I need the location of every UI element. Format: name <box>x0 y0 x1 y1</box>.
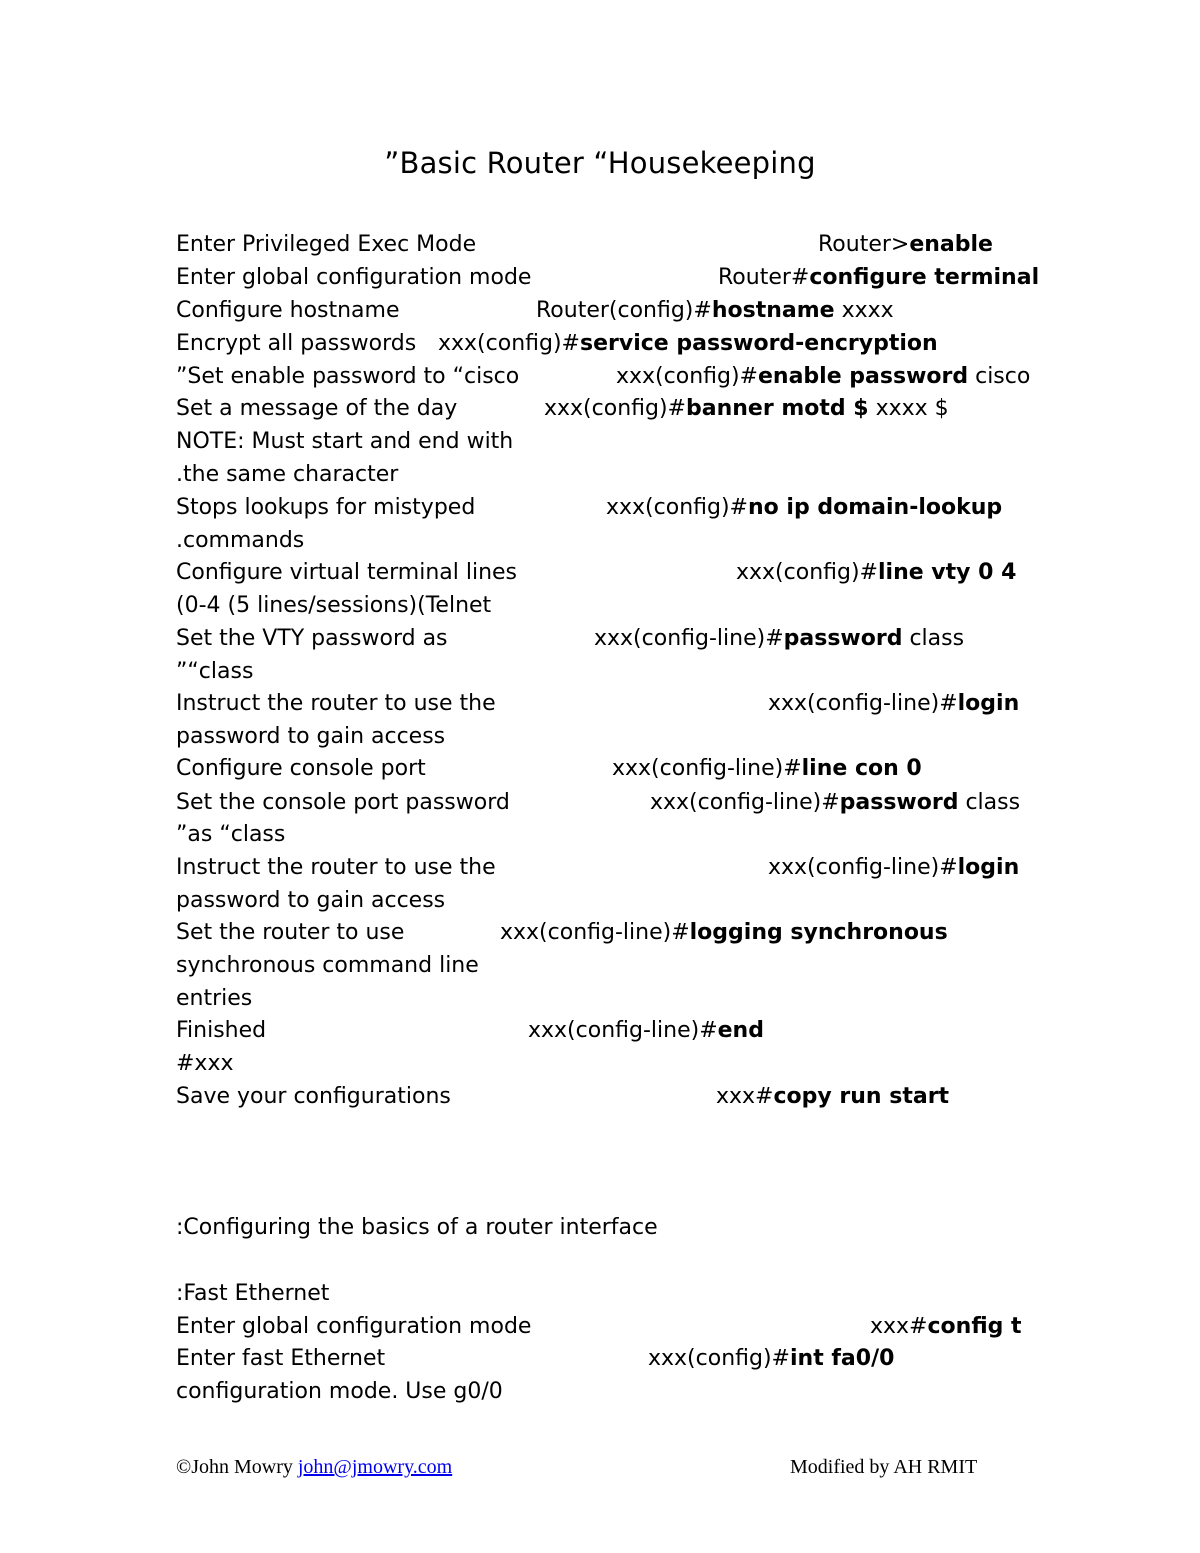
row-label: configuration mode. Use g0/0 <box>176 1379 503 1404</box>
cmd-keyword: hostname <box>711 298 835 323</box>
row-command <box>818 230 993 260</box>
cmd-suffix: class <box>902 626 965 651</box>
cmd-keyword: service password-encryption <box>579 331 938 356</box>
author-name: ©John Mowry <box>176 1456 298 1478</box>
cmd-prefix: Router# <box>718 265 810 290</box>
cmd-prefix: xxx(config-line)# <box>594 626 784 651</box>
cmd-keyword: end <box>717 1018 764 1043</box>
row-label: ”as “class <box>176 822 286 847</box>
subsection-heading: :Fast Ethernet <box>176 1281 330 1306</box>
row-label: Save your configurations <box>176 1084 451 1109</box>
cmd-keyword: no ip domain-lookup <box>747 495 1003 520</box>
page-title: ”Basic Router “Housekeeping <box>384 146 816 180</box>
row-command <box>612 754 922 784</box>
row-label: password to gain access <box>176 888 446 913</box>
cmd-prefix: xxx# <box>716 1084 774 1109</box>
row-label: NOTE: Must start and end with <box>176 429 514 454</box>
cmd-prefix: xxx# <box>870 1314 928 1339</box>
row-label: Set the console port password <box>176 790 510 815</box>
row-command <box>716 1082 949 1112</box>
cmd-suffix: cisco <box>968 364 1031 389</box>
cmd-keyword: login <box>957 691 1020 716</box>
row-command <box>536 296 894 326</box>
row-command <box>616 362 1030 392</box>
cmd-keyword: banner motd $ <box>685 396 869 421</box>
row-label: Instruct the router to use the <box>176 855 496 880</box>
cmd-keyword: configure terminal <box>809 265 1040 290</box>
cmd-keyword: enable password <box>757 364 969 389</box>
cmd-suffix: xxxx $ <box>868 396 949 421</box>
row-label: Set a message of the day <box>176 396 458 421</box>
row-command <box>594 624 964 654</box>
row-label: Enter global configuration mode <box>176 1314 532 1339</box>
row-label: password to gain access <box>176 724 446 749</box>
row-command <box>650 788 1020 818</box>
row-command <box>528 1016 764 1046</box>
row-label: Enter fast Ethernet <box>176 1346 386 1371</box>
cmd-prefix: xxx(config)# <box>736 560 878 585</box>
row-label: #xxx <box>176 1051 234 1076</box>
row-command <box>648 1344 894 1374</box>
cmd-prefix: Router> <box>818 232 910 257</box>
cmd-keyword: copy run start <box>773 1084 950 1109</box>
cmd-keyword: config t <box>927 1314 1022 1339</box>
row-label: Finished <box>176 1018 267 1043</box>
author-email-link[interactable]: john@jmowry.com <box>297 1456 453 1478</box>
row-command <box>736 558 1016 588</box>
row-label: Configure console port <box>176 756 426 781</box>
row-label: Stops lookups for mistyped <box>176 495 476 520</box>
cmd-keyword: enable <box>909 232 993 257</box>
cmd-prefix: xxx(config)# <box>606 495 748 520</box>
cmd-suffix: xxxx <box>834 298 894 323</box>
cmd-prefix: xxx(config-line)# <box>528 1018 718 1043</box>
row-command <box>438 329 938 359</box>
row-label: Configure virtual terminal lines <box>176 560 518 585</box>
cmd-keyword: int fa0/0 <box>789 1346 895 1371</box>
row-command <box>718 263 1039 293</box>
cmd-prefix: xxx(config-line)# <box>650 790 840 815</box>
row-command <box>606 493 1002 523</box>
cmd-prefix: xxx(config-line)# <box>500 920 690 945</box>
section-heading: :Configuring the basics of a router interface <box>176 1215 658 1240</box>
row-label: synchronous command line <box>176 953 479 978</box>
cmd-prefix: xxx(config-line)# <box>768 691 958 716</box>
cmd-prefix: xxx(config-line)# <box>612 756 802 781</box>
row-command <box>500 918 948 948</box>
cmd-prefix: xxx(config)# <box>438 331 580 356</box>
cmd-prefix: xxx(config)# <box>544 396 686 421</box>
cmd-keyword: logging synchronous <box>689 920 948 945</box>
cmd-keyword: line con 0 <box>801 756 922 781</box>
cmd-keyword: line vty 0 4 <box>877 560 1017 585</box>
row-label: Configure hostname <box>176 298 400 323</box>
row-label: ”“class <box>176 659 254 684</box>
row-label: Set the VTY password as <box>176 626 448 651</box>
cmd-keyword: password <box>783 626 903 651</box>
row-label: Enter global configuration mode <box>176 265 532 290</box>
cmd-keyword: password <box>839 790 959 815</box>
row-label: ”Set enable password to “cisco <box>176 364 520 389</box>
row-label: Enter Privileged Exec Mode <box>176 232 477 257</box>
row-label: entries <box>176 986 253 1011</box>
cmd-prefix: Router(config)# <box>536 298 712 323</box>
row-label: .the same character <box>176 462 399 487</box>
row-command <box>544 394 949 424</box>
footer-author <box>176 1456 452 1479</box>
cmd-prefix: xxx(config)# <box>648 1346 790 1371</box>
row-label: Set the router to use <box>176 920 405 945</box>
cmd-keyword: login <box>957 855 1020 880</box>
row-command <box>768 689 1019 719</box>
cmd-prefix: xxx(config)# <box>616 364 758 389</box>
row-command <box>870 1312 1022 1342</box>
cmd-suffix: class <box>958 790 1021 815</box>
row-label: Instruct the router to use the <box>176 691 496 716</box>
row-label: (0-4 (5 lines/sessions)(Telnet <box>176 593 492 618</box>
row-label: .commands <box>176 528 305 553</box>
footer-modified: Modified by AH RMIT <box>790 1456 978 1478</box>
row-label: Encrypt all passwords <box>176 331 417 356</box>
row-command <box>768 853 1019 883</box>
cmd-prefix: xxx(config-line)# <box>768 855 958 880</box>
